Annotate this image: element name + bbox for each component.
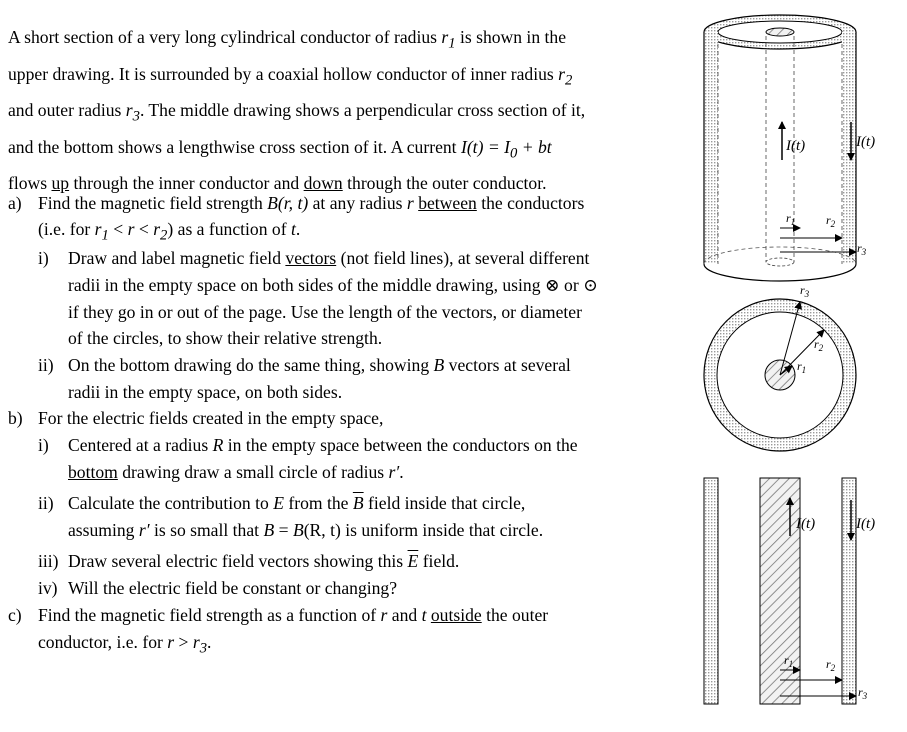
- cylinder-top-ring: [704, 15, 856, 49]
- radius-r2-label: $r_2$: [826, 657, 836, 673]
- current-down-label: I(t): [856, 134, 876, 150]
- intro-text: flows: [8, 173, 52, 194]
- question-b-ii-line-2: assuming r′ is so small that B = B(R, t) is uniform inside that circle.: [68, 520, 544, 540]
- question-b-iv-line-1: Will the electric field be constant or changing?: [68, 578, 398, 598]
- question-b-i-line-2: bottom drawing draw a small circle of radius r′.: [68, 462, 404, 482]
- question-c-line-1: Find the magnetic field strength as a function of r and t outside the outer: [38, 605, 549, 625]
- question-a-i-line-4: of the circles, to show their relative strength.: [68, 328, 383, 348]
- question-a-i-line-2: radii in the empty space on both sides of the middle drawing, using ⊗ or ⊙: [68, 275, 598, 295]
- question-a-ii-line-2: radii in the empty space, on both sides.: [68, 382, 343, 402]
- subscript: 2: [565, 72, 573, 89]
- question-a-line-2: (i.e. for $r_1 < r < r_2$) as a function of t.: [38, 219, 301, 244]
- question-b-i-label: i): [38, 435, 49, 455]
- question-a-ii-line-1: On the bottom drawing do the same thing, showing B vectors at several: [68, 355, 571, 375]
- bottom-drawing-lengthwise-section: [704, 478, 875, 704]
- question-a-line-1: Find the magnetic field strength B(r, t) at any radius r between the conductors: [38, 193, 585, 213]
- question-b-ii-line-1: Calculate the contribution to E from the $\overline{B}$ field inside that circle,: [68, 493, 526, 513]
- symbol-r2: r: [558, 63, 566, 84]
- radius-r1-label: $r_1$: [797, 359, 807, 375]
- radius-r1-label: $r_1$: [786, 211, 796, 227]
- question-b-label: b): [8, 408, 23, 428]
- intro-text: through the outer conductor.: [342, 173, 547, 194]
- underlined-word: up: [51, 173, 70, 194]
- radius-r3-label: $r_3$: [858, 685, 868, 701]
- question-c-line-2: conductor, i.e. for $r > r_3$.: [38, 632, 212, 657]
- radius-r2-label: $r_2$: [814, 337, 824, 353]
- intro-text: upper drawing. It is surrounded by a coaxial hollow conductor of inner radius: [8, 63, 559, 84]
- question-b-line-1: For the electric fields created in the empty space,: [38, 408, 384, 428]
- question-a-i-line-3: if they go in or out of the page. Use the length of the vectors, or diameter: [68, 302, 582, 322]
- underlined-word: down: [303, 173, 343, 194]
- intro-text: through the inner conductor and: [69, 173, 304, 194]
- current-equation: + bt: [517, 136, 552, 157]
- current-equation: I(t) = I: [460, 136, 510, 157]
- current-up-label: I(t): [796, 516, 816, 532]
- top-drawing-cylinder: [704, 15, 875, 281]
- subscript: 1: [448, 35, 456, 52]
- question-b-iii-label: iii): [38, 551, 59, 571]
- question-a-i-line-1: Draw and label magnetic field vectors (not field lines), at several different: [68, 248, 590, 268]
- question-a-ii-label: ii): [38, 355, 54, 375]
- question-b-iii-line-1: Draw several electric field vectors showing this $\overline{E}$ field.: [68, 551, 460, 571]
- outer-shell-left: [704, 478, 718, 704]
- middle-drawing-cross-section: [704, 283, 856, 451]
- question-b-i-line-1: Centered at a radius R in the empty space between the conductors on the: [68, 435, 578, 455]
- intro-text: . The middle drawing shows a perpendicular cross section of it,: [139, 100, 586, 121]
- question-c-label: c): [8, 605, 22, 625]
- subscript: 0: [509, 145, 518, 162]
- radius-r3-label: $r_3$: [857, 241, 867, 257]
- outer-shell-right: [842, 478, 856, 704]
- intro-text: A short section of a very long cylindrical conductor of radius: [8, 27, 442, 47]
- symbol-r3: r: [125, 100, 133, 121]
- subscript: 3: [132, 108, 140, 125]
- current-up-label: I(t): [786, 138, 806, 154]
- question-b-iv-label: iv): [38, 578, 58, 598]
- intro-text: and outer radius: [8, 100, 126, 121]
- radius-r1-label: $r_1$: [784, 653, 794, 669]
- radius-r3-label: $r_3$: [800, 283, 810, 299]
- question-a-label: a): [8, 193, 22, 213]
- question-a-i-label: i): [38, 248, 49, 268]
- radius-r2-label: $r_2$: [826, 213, 836, 229]
- symbol-r1: r: [441, 27, 449, 47]
- intro-text: and the bottom shows a lengthwise cross section of it. A current: [8, 136, 461, 157]
- intro-text: is shown in the: [455, 27, 567, 47]
- question-b-ii-label: ii): [38, 493, 54, 513]
- cylinder-outer-wall: [704, 32, 856, 281]
- current-down-label: I(t): [856, 516, 876, 532]
